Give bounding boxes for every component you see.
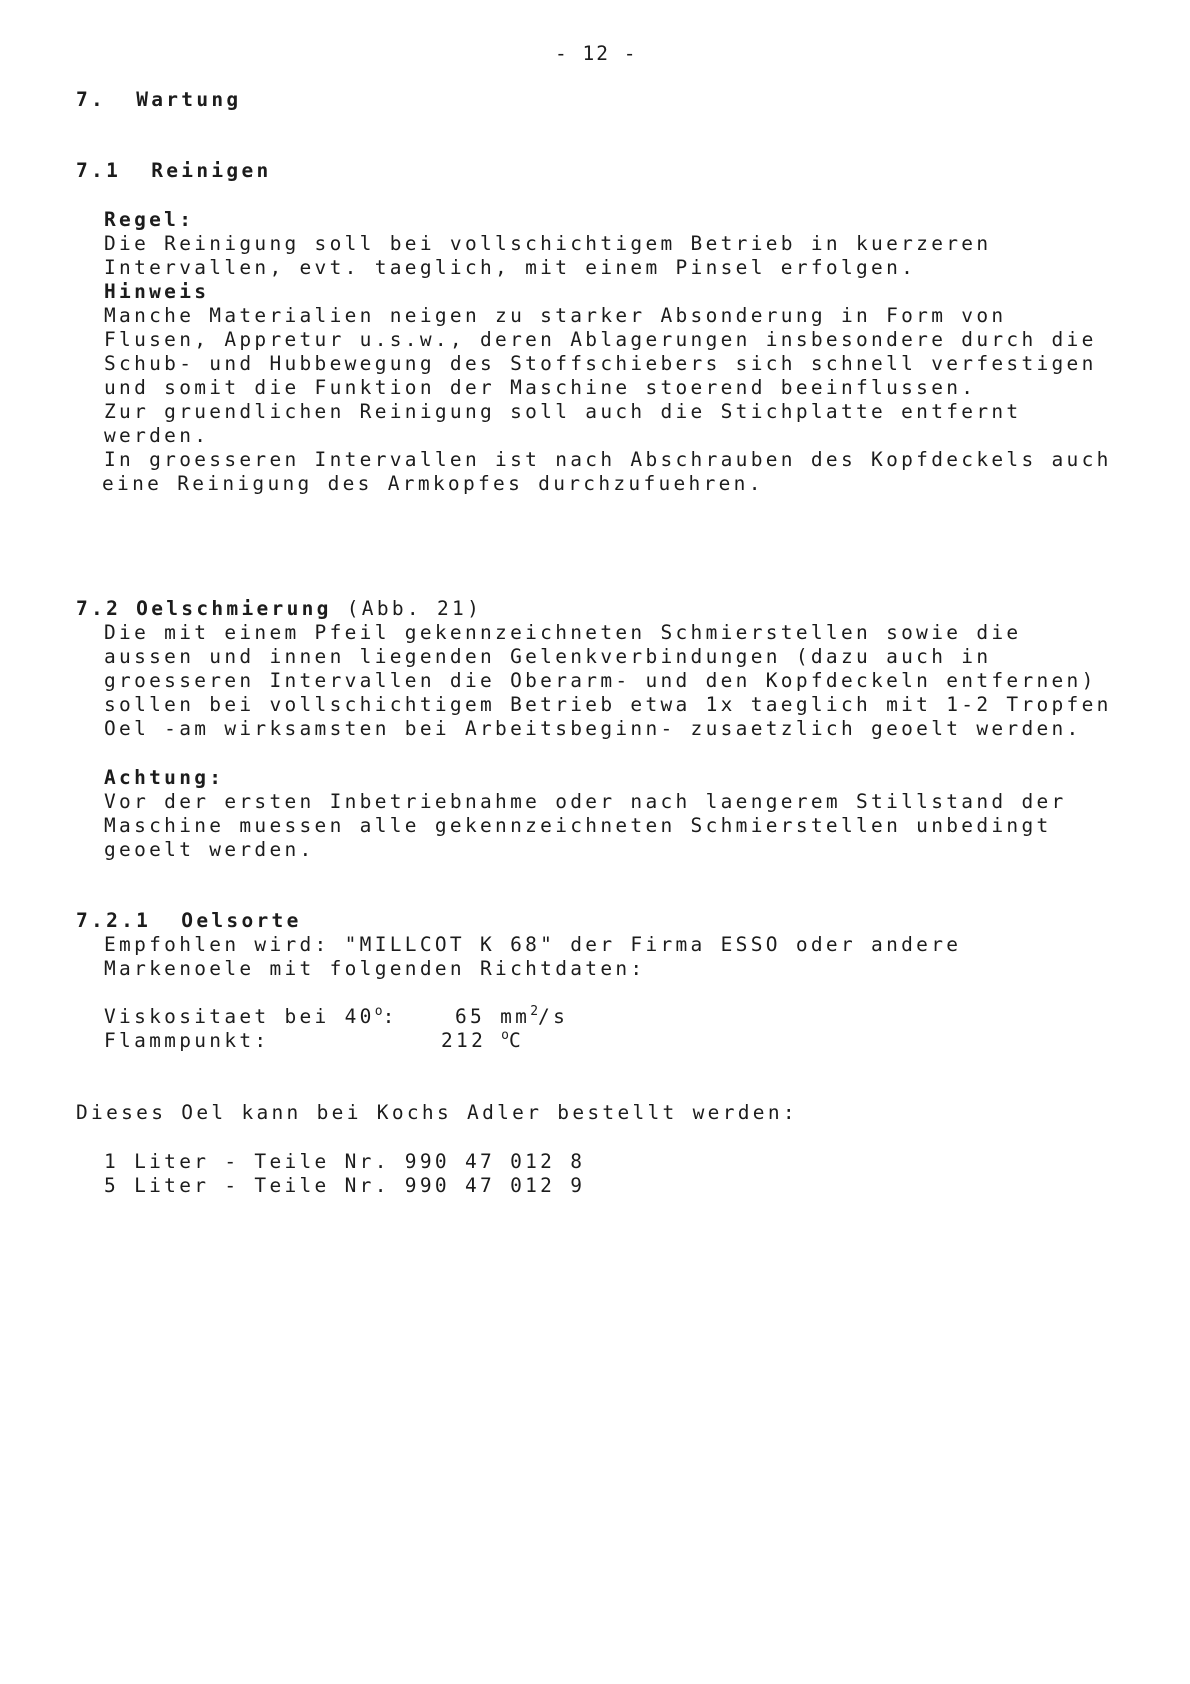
chapter-number: 7. [76,88,107,111]
section-number: 7.2 [76,597,122,620]
warning-line: Vor der ersten Inbetriebnahme oder nach laengerem Stillstand der [104,790,1067,813]
order-line: Dieses Oel kann bei Kochs Adler bestellt werden: [76,1101,798,1124]
note-line: Zur gruendlichen Reinigung soll auch die Stichplatte entfernt [104,400,1022,423]
section-7-1-heading [76,159,272,183]
body-line: Die mit einem Pfeil gekennzeichneten Schmierstellen sowie die [104,621,1022,644]
body-line: sollen bei vollschichtigem Betrieb etwa 1x taeglich mit 1-2 Tropfen [104,693,1112,716]
section-number: 7.1 [76,159,122,182]
spec-value-flashpoint: 212 $^o$C [441,1028,525,1052]
note-line: Manche Materialien neigen zu starker Absonderung in Form von [104,304,1007,327]
body-line: groesseren Intervallen die Oberarm- und den Kopfdeckeln entfernen) [104,669,1097,692]
warning-line: Maschine muessen alle gekennzeichneten Schmierstellen unbedingt [104,814,1052,837]
rule-line: Intervallen, evt. taeglich, mit einem Pinsel erfolgen. [104,256,917,279]
body-line: Markenoele mit folgenden Richtdaten: [104,957,646,980]
figure-reference: (Abb. 21) [346,597,483,620]
note-line: Flusen, Appretur u.s.w., deren Ablagerungen insbesondere durch die [104,328,1097,351]
spec-label-flashpoint: Flammpunkt: [104,1029,270,1052]
chapter-heading [76,88,241,112]
spec-label-viscosity: Viskositaet bei 40$^o$: [104,1004,398,1028]
warning-label: Achtung: [104,766,225,789]
note-line: eine Reinigung des Armkopfes durchzufuehren. [102,472,764,495]
note-line: In groesseren Intervallen ist nach Abschrauben des Kopfdeckels auch [104,448,1112,471]
section-title: Oelschmierung [136,597,332,620]
page-number: - 12 - [555,42,638,65]
section-number: 7.2.1 [76,909,152,932]
section-7-2-1-heading [76,909,302,933]
note-line: und somit die Funktion der Maschine stoerend beeinflussen. [104,376,977,399]
part-number-line: 5 Liter - Teile Nr. 990 47 012 9 [104,1174,586,1197]
rule-line: Die Reinigung soll bei vollschichtigem Betrieb in kuerzeren [104,232,992,255]
chapter-title: Wartung [136,88,242,111]
spec-value-viscosity: 65 $mm^2/s$ [455,1004,569,1028]
section-title: Reinigen [151,159,272,182]
body-line: aussen und innen liegenden Gelenkverbindungen (dazu auch in [104,645,992,668]
rule-label: Regel: [104,208,195,231]
body-line: Empfohlen wird: "MILLCOT K 68" der Firma ESSO oder andere [104,933,962,956]
section-title: Oelsorte [181,909,302,932]
part-number-line: 1 Liter - Teile Nr. 990 47 012 8 [104,1150,586,1173]
note-line: werden. [104,424,210,447]
note-line: Schub- und Hubbewegung des Stoffschiebers sich schnell verfestigen [104,352,1097,375]
section-7-2-heading [76,597,482,621]
body-line: Oel -am wirksamsten bei Arbeitsbeginn- zusaetzlich geoelt werden. [104,717,1082,740]
warning-line: geoelt werden. [104,838,315,861]
note-label: Hinweis [104,280,210,303]
